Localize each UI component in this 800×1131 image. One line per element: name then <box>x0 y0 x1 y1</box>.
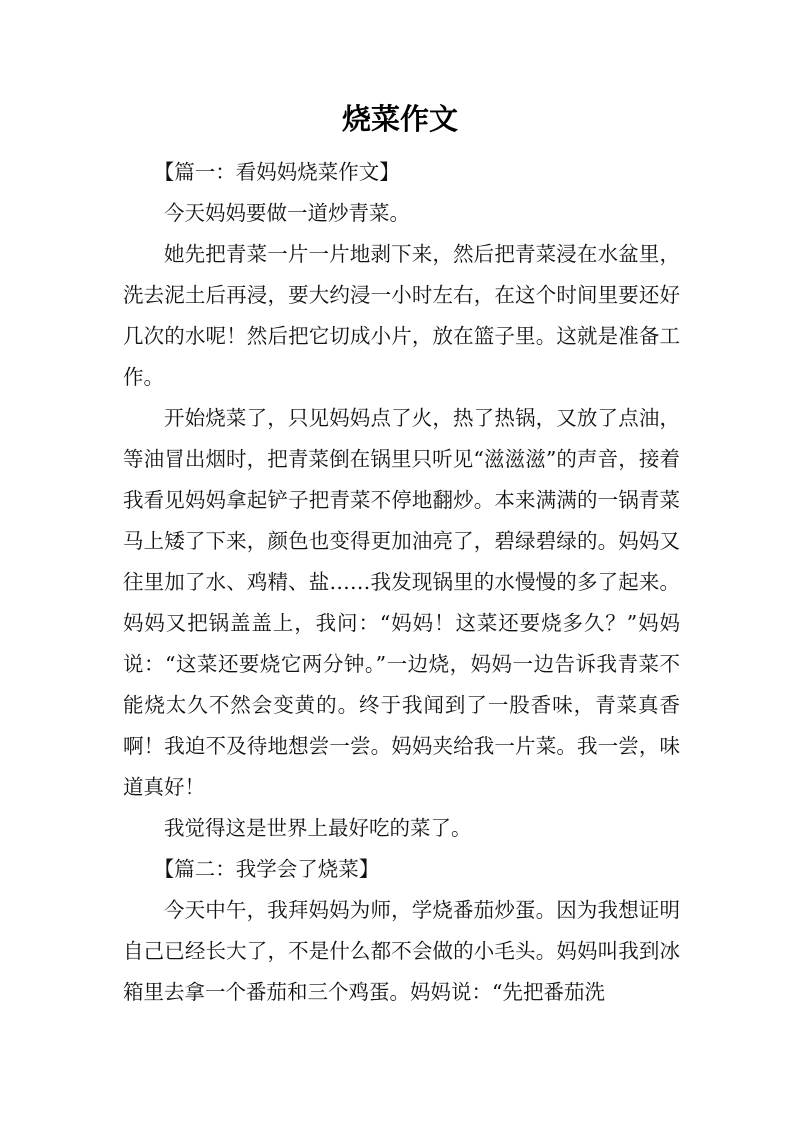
section-heading: 【篇二：我学会了烧菜】 <box>153 857 380 881</box>
page-title: 烧菜作文 <box>341 102 458 136</box>
paragraph: 开始烧菜了，只见妈妈点了火，热了热锅，又放了点油，等油冒出烟时，把青菜倒在锅里只听见“滋滋滋”的声音，接着我看见妈妈拿起铲子把青菜不停地翻炒。本来满满的一锅青菜马上矮了下来，颜色也变得更加油亮了，碧绿碧绿的。妈妈又往里加了水、鸡精、盐……我发现锅里的水慢慢的多了起来。妈妈又把锅盖盖上，我问：“妈妈！这菜还要烧多久？”妈妈说：“这菜还要烧它两分钟。”一边烧，妈妈一边告诉我青菜不能烧太久不然会变黄的。终于我闻到了一股香味，青菜真香啊！我迫不及待地想尝一尝。妈妈夹给我一片菜。我一尝，味道真好！ <box>123 406 680 799</box>
paragraph: 今天妈妈要做一道炒青菜。 <box>164 201 410 225</box>
paragraph: 我觉得这是世界上最好吃的菜了。 <box>164 816 472 840</box>
paragraph: 她先把青菜一片一片地剥下来，然后把青菜浸在水盆里，洗去泥土后再浸，要大约浸一小时左右，在这个时间里要还好几次的水呢！然后把它切成小片，放在篮子里。这就是准备工作。 <box>123 242 680 389</box>
section-heading: 【篇一：看妈妈烧菜作文】 <box>153 160 400 184</box>
paragraph: 今天中午，我拜妈妈为师，学烧番茄炒蛋。因为我想证明自己已经长大了，不是什么都不会做的小毛头。妈妈叫我到冰箱里去拿一个番茄和三个鸡蛋。妈妈说：“先把番茄洗 <box>123 898 680 1004</box>
article-body <box>123 152 680 1013</box>
